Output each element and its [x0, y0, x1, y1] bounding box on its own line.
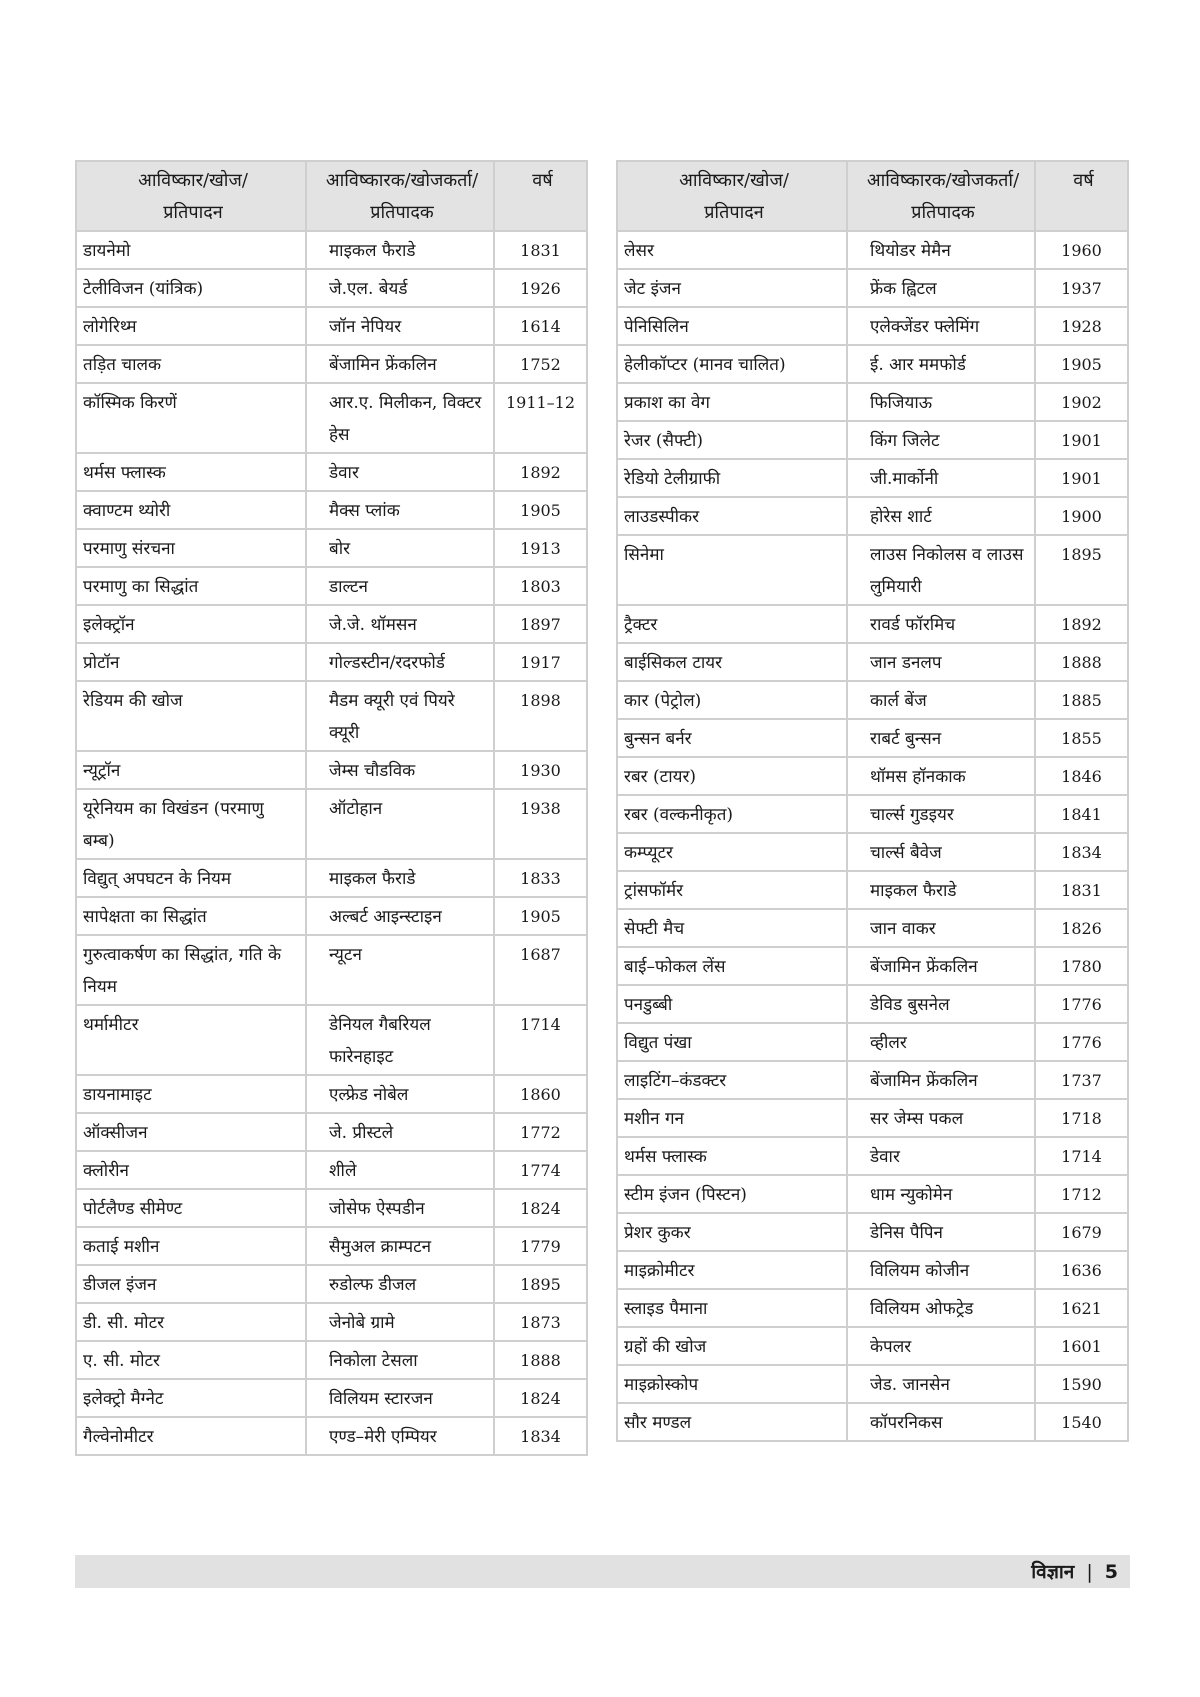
table-row: [617, 795, 1128, 833]
table-row: [617, 1403, 1128, 1441]
cell-invention: स्टीम इंजन (पिस्टन): [617, 1175, 847, 1213]
cell-invention: कम्प्यूटर: [617, 833, 847, 871]
cell-year: 1772: [494, 1113, 587, 1151]
cell-invention: क्वाण्टम थ्योरी: [76, 491, 306, 529]
cell-invention: ऑक्सीजन: [76, 1113, 306, 1151]
table-row: [76, 605, 587, 643]
cell-year: 1776: [1035, 1023, 1128, 1061]
cell-invention: ए. सी. मोटर: [76, 1341, 306, 1379]
cell-inventor: जे.एल. बेयर्ड: [306, 269, 494, 307]
table-row: [76, 1265, 587, 1303]
table-row: [617, 1137, 1128, 1175]
cell-year: 1895: [494, 1265, 587, 1303]
table-header-row: [76, 161, 587, 231]
cell-year: 1960: [1035, 231, 1128, 269]
cell-year: 1752: [494, 345, 587, 383]
cell-invention: गुरुत्वाकर्षण का सिद्धांत, गति के नियम: [76, 935, 306, 1005]
cell-inventor: डेनिस पैपिन: [847, 1213, 1035, 1251]
table-row: [76, 269, 587, 307]
cell-year: 1905: [494, 491, 587, 529]
cell-year: 1885: [1035, 681, 1128, 719]
cell-year: 1905: [1035, 345, 1128, 383]
table-row: [76, 1005, 587, 1075]
cell-inventor: जेम्स चौडविक: [306, 751, 494, 789]
cell-year: 1712: [1035, 1175, 1128, 1213]
cell-year: 1687: [494, 935, 587, 1005]
cell-invention: प्रेशर कुकर: [617, 1213, 847, 1251]
cell-invention: रेजर (सैफ्टी): [617, 421, 847, 459]
cell-inventor: विलियम स्टारजन: [306, 1379, 494, 1417]
cell-inventor: चार्ल्स बैवेज: [847, 833, 1035, 871]
inventions-table-right: [616, 160, 1129, 1442]
cell-inventor: जी.मार्कोनी: [847, 459, 1035, 497]
cell-year: 1714: [1035, 1137, 1128, 1175]
table-row: [76, 859, 587, 897]
cell-year: 1833: [494, 859, 587, 897]
cell-year: 1590: [1035, 1365, 1128, 1403]
table-row: [617, 421, 1128, 459]
cell-invention: इलेक्ट्रॉन: [76, 605, 306, 643]
table-row: [617, 947, 1128, 985]
cell-invention: विद्युत पंखा: [617, 1023, 847, 1061]
cell-invention: रबर (टायर): [617, 757, 847, 795]
inventions-table-left: [75, 160, 588, 1456]
cell-inventor: ऑटोहान: [306, 789, 494, 859]
cell-invention: परमाणु संरचना: [76, 529, 306, 567]
cell-inventor: मैडम क्यूरी एवं पियरे क्यूरी: [306, 681, 494, 751]
table-row: [617, 459, 1128, 497]
cell-year: 1900: [1035, 497, 1128, 535]
table-row: [617, 345, 1128, 383]
table-row: [76, 1417, 587, 1455]
cell-inventor: जान वाकर: [847, 909, 1035, 947]
cell-year: 1841: [1035, 795, 1128, 833]
cell-invention: ट्रांसफॉर्मर: [617, 871, 847, 909]
table-row: [617, 757, 1128, 795]
cell-inventor: कॉपरनिकस: [847, 1403, 1035, 1441]
cell-year: 1898: [494, 681, 587, 751]
page-footer: [75, 1555, 1130, 1588]
table-row: [76, 567, 587, 605]
table-row: [617, 1213, 1128, 1251]
table-row: [617, 497, 1128, 535]
cell-year: 1614: [494, 307, 587, 345]
table-row: [617, 833, 1128, 871]
cell-inventor: थॉमस हॉनकाक: [847, 757, 1035, 795]
cell-year: 1776: [1035, 985, 1128, 1023]
table-row: [76, 897, 587, 935]
cell-inventor: जॉन नेपियर: [306, 307, 494, 345]
cell-invention: डीजल इंजन: [76, 1265, 306, 1303]
cell-invention: कताई मशीन: [76, 1227, 306, 1265]
cell-inventor: बोर: [306, 529, 494, 567]
table-row: [76, 1379, 587, 1417]
cell-invention: जेट इंजन: [617, 269, 847, 307]
cell-year: 1901: [1035, 459, 1128, 497]
cell-invention: सेफ्टी मैच: [617, 909, 847, 947]
cell-inventor: डेवार: [306, 453, 494, 491]
table-row: [76, 751, 587, 789]
cell-year: 1824: [494, 1189, 587, 1227]
cell-invention: पोर्टलैण्ड सीमेण्ट: [76, 1189, 306, 1227]
cell-inventor: एण्ड–मेरी एम्पियर: [306, 1417, 494, 1455]
cell-inventor: जे. प्रीस्टले: [306, 1113, 494, 1151]
cell-year: 1824: [494, 1379, 587, 1417]
table-row: [617, 1061, 1128, 1099]
cell-inventor: किंग जिलेट: [847, 421, 1035, 459]
table-row: [617, 1327, 1128, 1365]
cell-invention: टेलीविजन (यांत्रिक): [76, 269, 306, 307]
table-row: [617, 383, 1128, 421]
cell-inventor: मैक्स प्लांक: [306, 491, 494, 529]
cell-invention: क्लोरीन: [76, 1151, 306, 1189]
cell-inventor: जेड. जानसेन: [847, 1365, 1035, 1403]
table-row: [76, 1227, 587, 1265]
table-row: [76, 1303, 587, 1341]
cell-inventor: माइकल फैराडे: [306, 859, 494, 897]
cell-invention: माइक्रोमीटर: [617, 1251, 847, 1289]
cell-invention: थर्मामीटर: [76, 1005, 306, 1075]
cell-year: 1855: [1035, 719, 1128, 757]
cell-invention: यूरेनियम का विखंडन (परमाणु बम्ब): [76, 789, 306, 859]
table-row: [617, 535, 1128, 605]
cell-inventor: शीले: [306, 1151, 494, 1189]
cell-year: 1888: [494, 1341, 587, 1379]
cell-inventor: थियोडर मेमैन: [847, 231, 1035, 269]
cell-invention: इलेक्ट्रो मैग्नेट: [76, 1379, 306, 1417]
cell-year: 1621: [1035, 1289, 1128, 1327]
cell-inventor: चार्ल्स गुडइयर: [847, 795, 1035, 833]
cell-year: 1897: [494, 605, 587, 643]
cell-inventor: सर जेम्स पकल: [847, 1099, 1035, 1137]
cell-inventor: जोसेफ ऐस्पडीन: [306, 1189, 494, 1227]
cell-year: 1873: [494, 1303, 587, 1341]
cell-year: 1913: [494, 529, 587, 567]
cell-inventor: गोल्डस्टीन/रदरफोर्ड: [306, 643, 494, 681]
cell-inventor: ई. आर ममफोर्ड: [847, 345, 1035, 383]
table-row: [617, 1365, 1128, 1403]
cell-inventor: निकोला टेसला: [306, 1341, 494, 1379]
header-invention: आविष्कार/खोज/ प्रतिपादन: [76, 161, 306, 231]
cell-year: 1911–12: [494, 383, 587, 453]
cell-year: 1926: [494, 269, 587, 307]
table-body-left: [76, 231, 587, 1455]
cell-year: 1901: [1035, 421, 1128, 459]
table-row: [617, 269, 1128, 307]
cell-invention: सापेक्षता का सिद्धांत: [76, 897, 306, 935]
cell-year: 1834: [1035, 833, 1128, 871]
cell-invention: न्यूट्रॉन: [76, 751, 306, 789]
cell-year: 1892: [494, 453, 587, 491]
cell-invention: कार (पेट्रोल): [617, 681, 847, 719]
cell-inventor: लाउस निकोलस व लाउस लुमियारी: [847, 535, 1035, 605]
table-row: [617, 985, 1128, 1023]
cell-year: 1834: [494, 1417, 587, 1455]
cell-inventor: विलियम ओफट्रेड: [847, 1289, 1035, 1327]
cell-year: 1601: [1035, 1327, 1128, 1365]
table-row: [76, 231, 587, 269]
cell-year: 1930: [494, 751, 587, 789]
cell-invention: स्लाइड पैमाना: [617, 1289, 847, 1327]
table-row: [617, 871, 1128, 909]
cell-inventor: सैमुअल क्राम्पटन: [306, 1227, 494, 1265]
footer-text: [1031, 1558, 1118, 1584]
table-row: [76, 453, 587, 491]
table-row: [617, 719, 1128, 757]
cell-inventor: डेविड बुसनेल: [847, 985, 1035, 1023]
table-row: [76, 643, 587, 681]
table-header-row: [617, 161, 1128, 231]
table-row: [617, 307, 1128, 345]
cell-year: 1714: [494, 1005, 587, 1075]
cell-invention: मशीन गन: [617, 1099, 847, 1137]
cell-inventor: फिजियाऊ: [847, 383, 1035, 421]
cell-inventor: माइकल फैराडे: [306, 231, 494, 269]
cell-year: 1803: [494, 567, 587, 605]
cell-inventor: एलेक्जेंडर फ्लेमिंग: [847, 307, 1035, 345]
table-row: [617, 681, 1128, 719]
cell-inventor: जे.जे. थॉमसन: [306, 605, 494, 643]
cell-invention: माइक्रोस्कोप: [617, 1365, 847, 1403]
table-row: [76, 529, 587, 567]
table-row: [617, 1175, 1128, 1213]
cell-year: 1928: [1035, 307, 1128, 345]
cell-invention: ग्रहों की खोज: [617, 1327, 847, 1365]
cell-invention: गैल्वेनोमीटर: [76, 1417, 306, 1455]
cell-invention: पनडुब्बी: [617, 985, 847, 1023]
table-row: [617, 231, 1128, 269]
header-year: वर्ष: [1035, 161, 1128, 231]
cell-invention: लाइटिंग–कंडक्टर: [617, 1061, 847, 1099]
cell-year: 1826: [1035, 909, 1128, 947]
cell-inventor: विलियम कोजीन: [847, 1251, 1035, 1289]
cell-inventor: फ्रेंक ह्विटल: [847, 269, 1035, 307]
page-number: 5: [1104, 1561, 1118, 1583]
cell-invention: डी. सी. मोटर: [76, 1303, 306, 1341]
cell-invention: लेसर: [617, 231, 847, 269]
cell-year: 1892: [1035, 605, 1128, 643]
cell-year: 1718: [1035, 1099, 1128, 1137]
table-body-right: [617, 231, 1128, 1441]
cell-inventor: बेंजामिन फ्रेंकलिन: [847, 1061, 1035, 1099]
cell-year: 1831: [1035, 871, 1128, 909]
table-row: [617, 605, 1128, 643]
table-row: [76, 491, 587, 529]
table-row: [76, 1075, 587, 1113]
cell-year: 1636: [1035, 1251, 1128, 1289]
cell-invention: थर्मस फ्लास्क: [617, 1137, 847, 1175]
cell-invention: बाई–फोकल लेंस: [617, 947, 847, 985]
cell-year: 1846: [1035, 757, 1128, 795]
table-row: [76, 1189, 587, 1227]
cell-invention: रेडियम की खोज: [76, 681, 306, 751]
cell-invention: बुन्सन बर्नर: [617, 719, 847, 757]
cell-invention: रबर (वल्कनीकृत): [617, 795, 847, 833]
cell-invention: प्रोटॉन: [76, 643, 306, 681]
cell-inventor: रावर्ड फॉरमिच: [847, 605, 1035, 643]
cell-invention: परमाणु का सिद्धांत: [76, 567, 306, 605]
cell-year: 1831: [494, 231, 587, 269]
cell-inventor: जेनोबे ग्रामे: [306, 1303, 494, 1341]
cell-inventor: डेनियल गैबरियल फारेनहाइट: [306, 1005, 494, 1075]
cell-inventor: बेंजामिन फ्रेंकलिन: [847, 947, 1035, 985]
cell-year: 1679: [1035, 1213, 1128, 1251]
cell-invention: सौर मण्डल: [617, 1403, 847, 1441]
header-invention: आविष्कार/खोज/ प्रतिपादन: [617, 161, 847, 231]
cell-invention: ट्रैक्टर: [617, 605, 847, 643]
table-row: [617, 1099, 1128, 1137]
header-inventor: आविष्कारक/खोजकर्ता/ प्रतिपादक: [306, 161, 494, 231]
cell-year: 1780: [1035, 947, 1128, 985]
cell-inventor: डाल्टन: [306, 567, 494, 605]
table-row: [76, 383, 587, 453]
cell-year: 1737: [1035, 1061, 1128, 1099]
table-row: [76, 307, 587, 345]
table-row: [617, 1289, 1128, 1327]
table-row: [617, 643, 1128, 681]
table-row: [76, 1341, 587, 1379]
cell-year: 1938: [494, 789, 587, 859]
cell-invention: हेलीकॉप्टर (मानव चालित): [617, 345, 847, 383]
cell-year: 1937: [1035, 269, 1128, 307]
cell-invention: रेडियो टेलीग्राफी: [617, 459, 847, 497]
cell-invention: तड़ित चालक: [76, 345, 306, 383]
footer-separator: |: [1086, 1561, 1093, 1583]
cell-inventor: केपलर: [847, 1327, 1035, 1365]
cell-invention: डायनेमो: [76, 231, 306, 269]
table-row: [76, 681, 587, 751]
cell-year: 1774: [494, 1151, 587, 1189]
table-row: [617, 1251, 1128, 1289]
cell-inventor: रुडोल्फ डीजल: [306, 1265, 494, 1303]
cell-invention: लाउडस्पीकर: [617, 497, 847, 535]
cell-invention: बाईसिकल टायर: [617, 643, 847, 681]
cell-invention: विद्युत् अपघटन के नियम: [76, 859, 306, 897]
cell-inventor: आर.ए. मिलीकन, विक्टर हेस: [306, 383, 494, 453]
cell-year: 1888: [1035, 643, 1128, 681]
cell-year: 1860: [494, 1075, 587, 1113]
cell-invention: लोगेरिथ्म: [76, 307, 306, 345]
cell-invention: थर्मस फ्लास्क: [76, 453, 306, 491]
table-row: [76, 345, 587, 383]
cell-inventor: डेवार: [847, 1137, 1035, 1175]
cell-inventor: कार्ल बेंज: [847, 681, 1035, 719]
footer-subject: विज्ञान: [1031, 1561, 1075, 1583]
cell-year: 1902: [1035, 383, 1128, 421]
cell-inventor: जान डनलप: [847, 643, 1035, 681]
cell-inventor: राबर्ट बुन्सन: [847, 719, 1035, 757]
cell-year: 1895: [1035, 535, 1128, 605]
table-row: [617, 909, 1128, 947]
table-row: [76, 789, 587, 859]
table-row: [76, 935, 587, 1005]
table-row: [76, 1113, 587, 1151]
cell-inventor: बेंजामिन फ्रेंकलिन: [306, 345, 494, 383]
cell-invention: प्रकाश का वेग: [617, 383, 847, 421]
cell-inventor: व्हीलर: [847, 1023, 1035, 1061]
cell-year: 1779: [494, 1227, 587, 1265]
cell-inventor: धाम न्युकोमेन: [847, 1175, 1035, 1213]
cell-inventor: होरेस शार्ट: [847, 497, 1035, 535]
cell-inventor: माइकल फैराडे: [847, 871, 1035, 909]
cell-invention: कॉस्मिक किरणें: [76, 383, 306, 453]
table-row: [76, 1151, 587, 1189]
cell-invention: डायनामाइट: [76, 1075, 306, 1113]
header-year: वर्ष: [494, 161, 587, 231]
cell-year: 1905: [494, 897, 587, 935]
cell-year: 1917: [494, 643, 587, 681]
cell-inventor: अल्बर्ट आइन्स्टाइन: [306, 897, 494, 935]
cell-invention: सिनेमा: [617, 535, 847, 605]
cell-inventor: न्यूटन: [306, 935, 494, 1005]
header-inventor: आविष्कारक/खोजकर्ता/ प्रतिपादक: [847, 161, 1035, 231]
cell-inventor: एल्फ्रेड नोबेल: [306, 1075, 494, 1113]
table-row: [617, 1023, 1128, 1061]
cell-year: 1540: [1035, 1403, 1128, 1441]
cell-invention: पेनिसिलिन: [617, 307, 847, 345]
